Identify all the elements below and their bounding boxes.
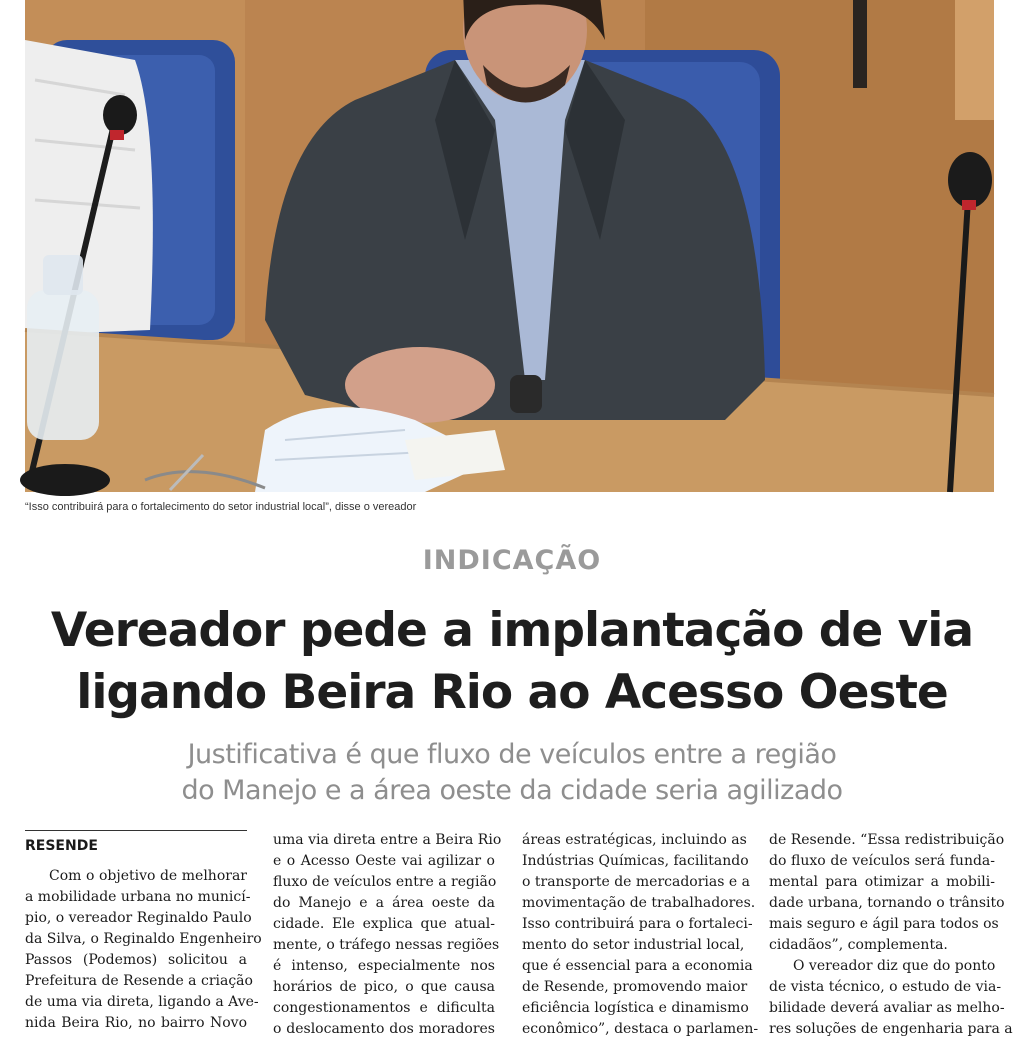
article-column-4 (769, 830, 1013, 1040)
headline (0, 600, 1024, 724)
text-line: de Resende, promovendo maior (522, 979, 748, 995)
text-line: mente, o tráfego nessas regiões (273, 937, 500, 953)
text-line: mais seguro e ágil para todos os (769, 916, 999, 932)
article-column-1 (25, 830, 262, 1034)
article-column-2 (273, 830, 502, 1040)
subheadline-line: Justificativa é que fluxo de veículos entre a região (187, 739, 837, 770)
text-line: mental para otimizar a mobili- (769, 874, 995, 890)
headline-line: Vereador pede a implantação de via (50, 603, 974, 658)
text-line: congestionamentos e dificulta (273, 1000, 495, 1016)
text-line: mento do setor industrial local, (522, 937, 745, 953)
column-text (25, 866, 262, 1034)
text-line: a mobilidade urbana no municí- (25, 889, 251, 905)
location-tag: RESENDE (25, 838, 98, 854)
text-line: áreas estratégicas, incluindo as (522, 832, 747, 848)
text-line: res soluções de engenharia para a (769, 1021, 1013, 1037)
text-line: e o Acesso Oeste vai agilizar o (273, 853, 495, 869)
text-line: bilidade deverá avaliar as melho- (769, 1000, 1005, 1016)
text-line: movimentação de trabalhadores. (522, 895, 756, 911)
text-line: dade urbana, tornando o trânsito (769, 895, 1005, 911)
text-line: O vereador diz que do ponto (793, 958, 996, 974)
text-line: uma via direta entre a Beira Rio (273, 832, 502, 848)
text-line: horários de pico, o que causa (273, 979, 495, 995)
text-line: o deslocamento dos moradores (273, 1021, 495, 1037)
text-line: Passos (Podemos) solicitou a (25, 952, 247, 968)
text-line: é intenso, especialmente nos (273, 958, 495, 974)
text-line: nida Beira Rio, no bairro Novo (25, 1015, 247, 1031)
text-line: Com o objetivo de melhorar (49, 868, 247, 884)
text-line: da Silva, o Reginaldo Engenheiro (25, 931, 262, 947)
text-line: eficiência logística e dinamismo (522, 1000, 749, 1016)
text-line: Indústrias Químicas, facilitando (522, 853, 749, 869)
subheadline-line: do Manejo e a área oeste da cidade seria agilizado (181, 775, 843, 806)
text-line: econômico”, destaca o parlamen- (522, 1021, 759, 1037)
article-photo (25, 0, 994, 492)
text-line: cidadãos”, complementa. (769, 937, 948, 953)
text-line: que é essencial para a economia (522, 958, 753, 974)
headline-line: ligando Beira Rio ao Acesso Oeste (76, 665, 948, 720)
photo-caption: “Isso contribuirá para o fortalecimento do setor industrial local”, disse o vereador (25, 501, 417, 513)
text-line: pio, o vereador Reginaldo Paulo (25, 910, 252, 926)
column-rule (25, 830, 247, 831)
text-line: do fluxo de veículos será funda- (769, 853, 995, 869)
text-line: o transporte de mercadorias e a (522, 874, 750, 890)
section-kicker: INDICAÇÃO (422, 545, 602, 576)
article-column-3 (522, 830, 759, 1040)
text-line: de Resende. “Essa redistribuição (769, 832, 1005, 848)
text-line: do Manejo e a área oeste da (273, 895, 495, 911)
text-line: fluxo de veículos entre a região (273, 874, 497, 890)
text-line: cidade. Ele explica que atual- (273, 916, 495, 932)
text-line: Isso contribuirá para o fortaleci- (522, 916, 753, 932)
text-line: de uma via direta, ligando a Ave- (25, 994, 259, 1010)
text-line: Prefeitura de Resende a criação (25, 973, 253, 989)
text-line: de vista técnico, o estudo de via- (769, 979, 1002, 995)
subheadline (0, 737, 1024, 809)
